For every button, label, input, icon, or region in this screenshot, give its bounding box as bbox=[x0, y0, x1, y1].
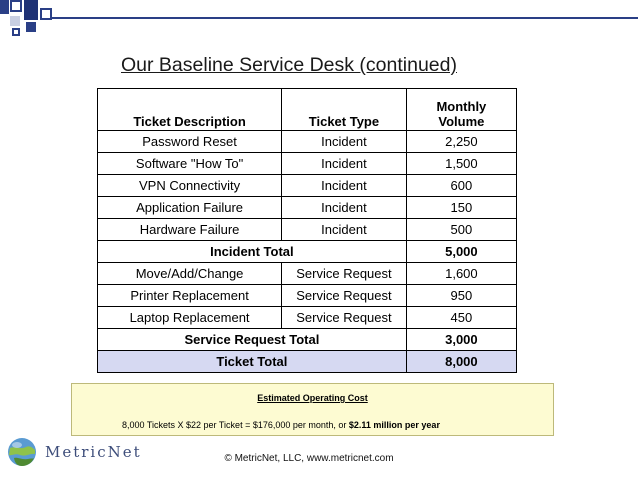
cell-type: Incident bbox=[282, 153, 407, 175]
operating-cost-line bbox=[122, 420, 440, 430]
ticket-total-row bbox=[98, 351, 517, 373]
cell-volume: 150 bbox=[406, 197, 516, 219]
table-row bbox=[98, 219, 517, 241]
cell-type: Incident bbox=[282, 131, 407, 153]
operating-cost-calculation: 8,000 Tickets X $22 per Ticket = $176,000 per month, or bbox=[122, 420, 349, 430]
footer-copyright bbox=[0, 453, 638, 464]
cell-type: Service Request bbox=[282, 307, 407, 329]
table-row bbox=[98, 307, 517, 329]
cell-volume: 1,500 bbox=[406, 153, 516, 175]
metricnet-logo-text: MetricNet bbox=[45, 443, 142, 461]
decor-square bbox=[12, 28, 20, 36]
operating-cost-annual: $2.11 million per year bbox=[348, 420, 440, 430]
service-request-total-volume: 3,000 bbox=[406, 329, 516, 351]
cell-type: Incident bbox=[282, 197, 407, 219]
operating-cost-box bbox=[71, 383, 554, 436]
decor-square bbox=[40, 8, 52, 20]
header-volume-line2: Volume bbox=[438, 114, 485, 129]
cell-description: Application Failure bbox=[98, 197, 282, 219]
cell-volume: 450 bbox=[406, 307, 516, 329]
cell-description: Move/Add/Change bbox=[98, 263, 282, 285]
cell-volume: 2,250 bbox=[406, 131, 516, 153]
cell-type: Service Request bbox=[282, 285, 407, 307]
ticket-total-volume: 8,000 bbox=[406, 351, 516, 373]
cell-description: VPN Connectivity bbox=[98, 175, 282, 197]
cell-description: Printer Replacement bbox=[98, 285, 282, 307]
decor-square bbox=[10, 16, 20, 26]
table-row bbox=[98, 131, 517, 153]
cell-type: Incident bbox=[282, 175, 407, 197]
cell-description: Password Reset bbox=[98, 131, 282, 153]
footer-copyright-text: © MetricNet, LLC, www.metricnet.com bbox=[224, 453, 394, 464]
table-row bbox=[98, 197, 517, 219]
cell-volume: 500 bbox=[406, 219, 516, 241]
cell-volume: 1,600 bbox=[406, 263, 516, 285]
table-row bbox=[98, 153, 517, 175]
table-header-row bbox=[98, 89, 517, 131]
operating-cost-title: Estimated Operating Cost bbox=[257, 393, 368, 403]
table-row bbox=[98, 175, 517, 197]
service-request-total-row bbox=[98, 329, 517, 351]
header-monthly-volume bbox=[406, 89, 516, 131]
table-row bbox=[98, 285, 517, 307]
header-rule bbox=[52, 17, 638, 19]
header-ticket-type: Ticket Type bbox=[282, 89, 407, 131]
cell-description: Software "How To" bbox=[98, 153, 282, 175]
incident-total-label: Incident Total bbox=[98, 241, 407, 263]
incident-total-row bbox=[98, 241, 517, 263]
cell-volume: 950 bbox=[406, 285, 516, 307]
decor-square bbox=[24, 0, 38, 20]
cell-type: Incident bbox=[282, 219, 407, 241]
header-volume-line1: Monthly bbox=[436, 99, 487, 114]
cell-type: Service Request bbox=[282, 263, 407, 285]
ticket-volume-table bbox=[97, 88, 517, 373]
decor-square bbox=[0, 0, 9, 14]
slide-title: Our Baseline Service Desk (continued) bbox=[121, 54, 457, 76]
service-request-total-label: Service Request Total bbox=[98, 329, 407, 351]
cell-description: Hardware Failure bbox=[98, 219, 282, 241]
table-row bbox=[98, 263, 517, 285]
cell-description: Laptop Replacement bbox=[98, 307, 282, 329]
incident-total-volume: 5,000 bbox=[406, 241, 516, 263]
cell-volume: 600 bbox=[406, 175, 516, 197]
decor-square bbox=[26, 22, 36, 32]
ticket-total-label: Ticket Total bbox=[98, 351, 407, 373]
header-ticket-description: Ticket Description bbox=[98, 89, 282, 131]
decor-square bbox=[10, 0, 22, 12]
